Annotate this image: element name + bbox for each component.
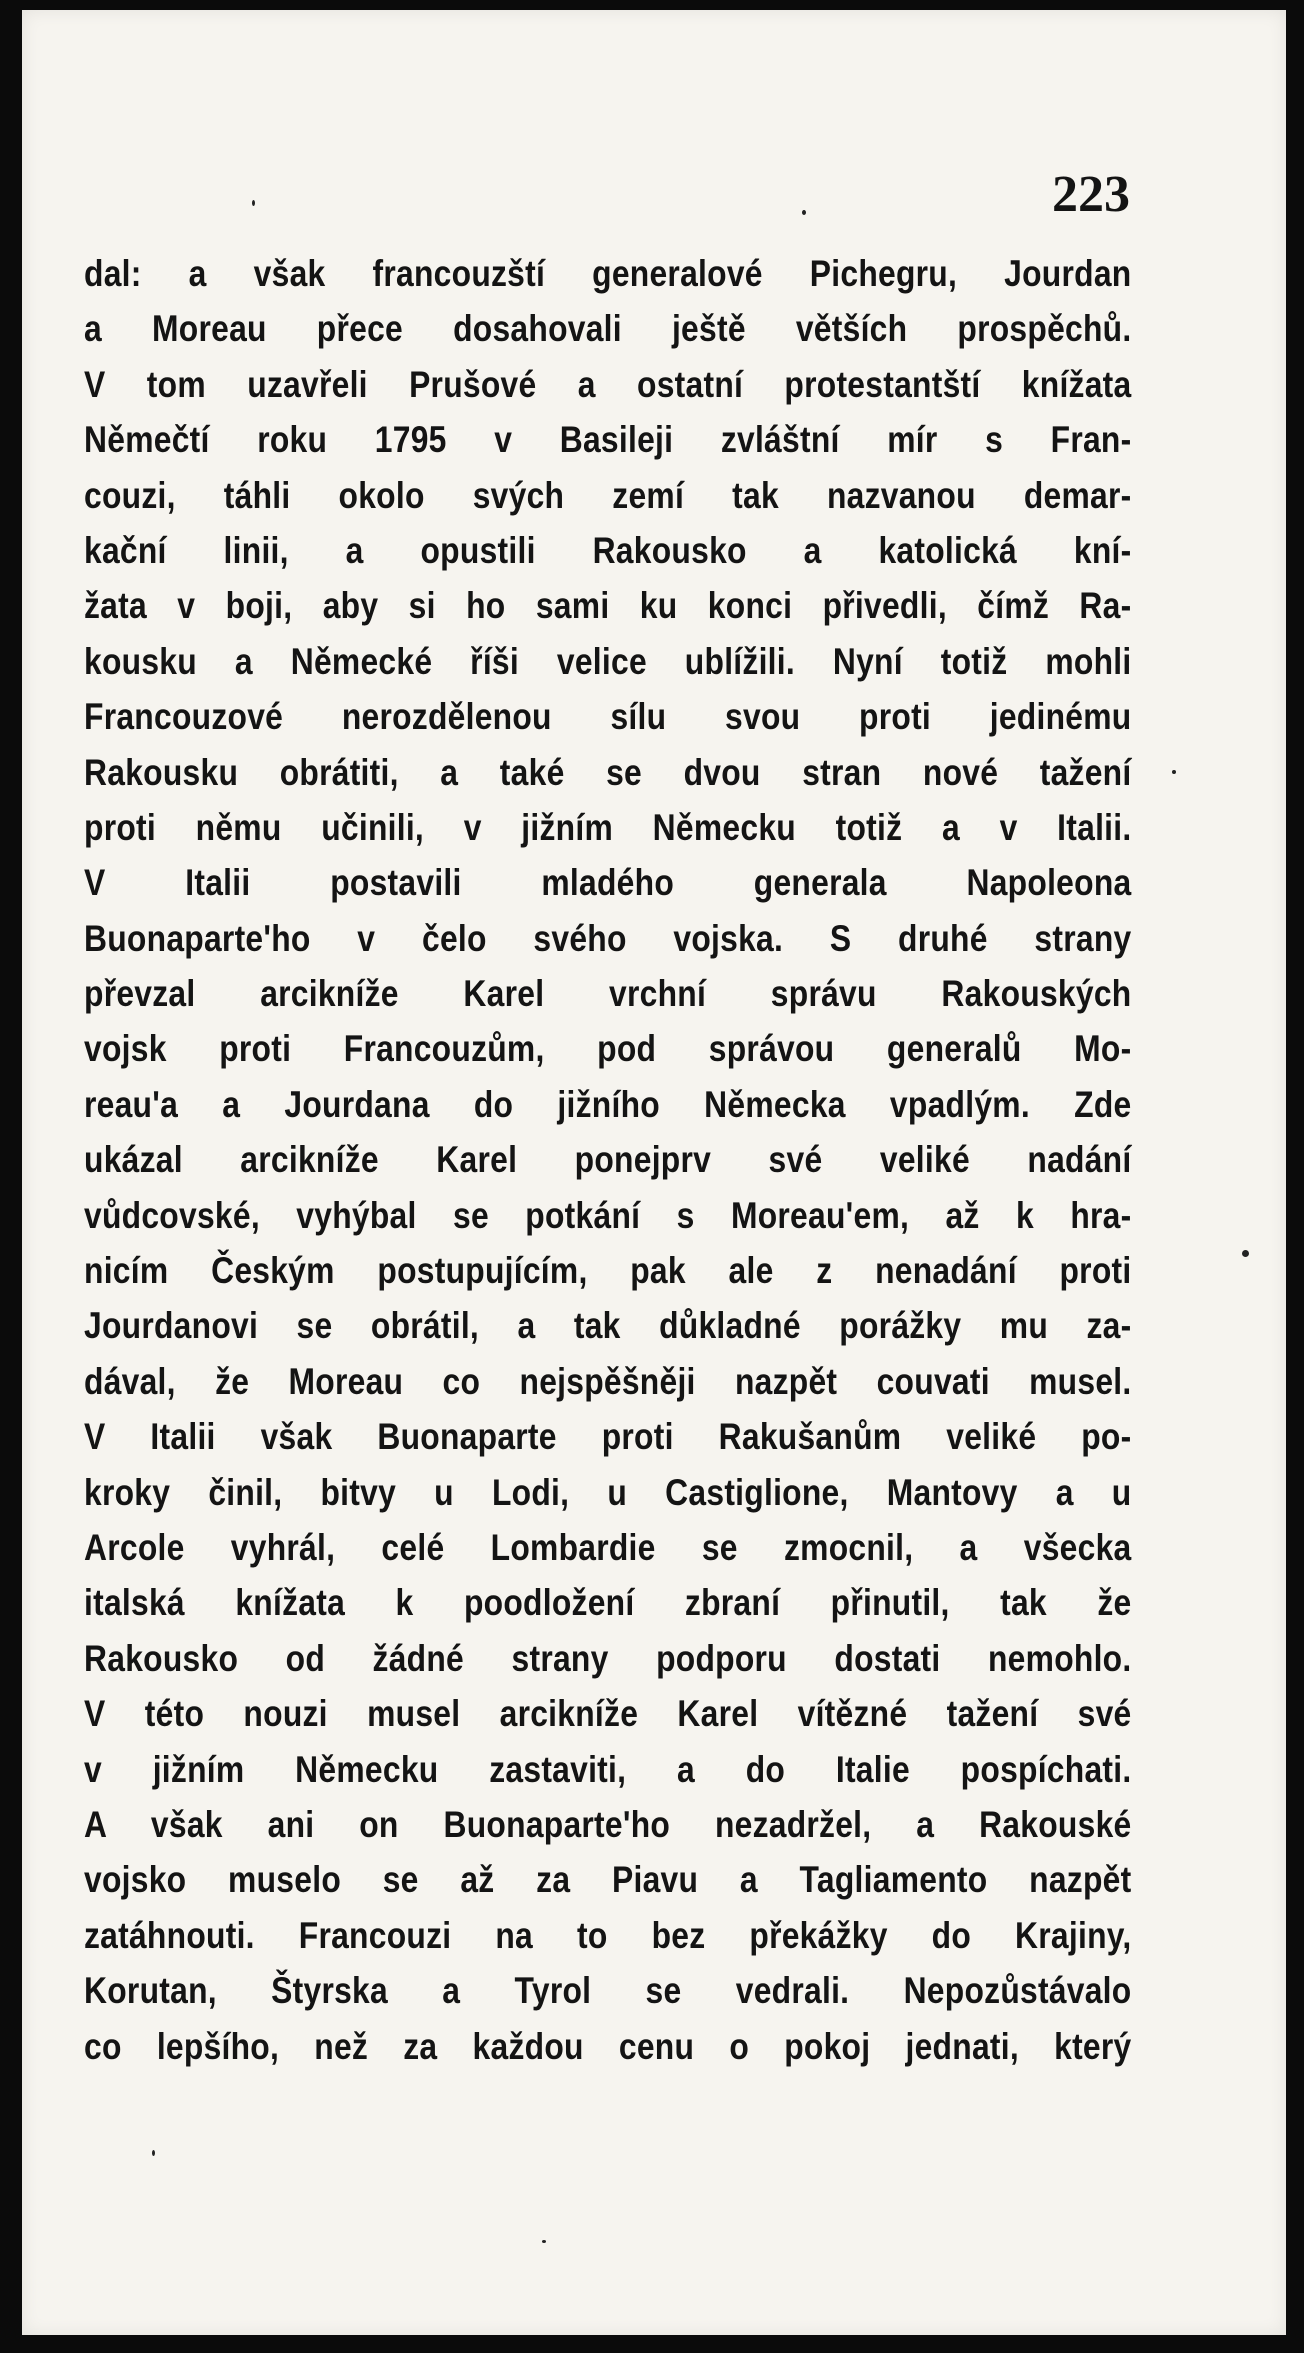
page-number: 223 xyxy=(1052,166,1130,223)
text-line: vojsk proti Francouzům, pod správou generalů Mo- xyxy=(84,1028,1132,1070)
text-line: Rakousko od žádné strany podporu dostati nemohlo. xyxy=(84,1637,1132,1679)
scan-speck xyxy=(1172,770,1176,774)
text-line: co lepšího, než za každou cenu o pokoj jednati, který xyxy=(84,2025,1132,2067)
text-line: dával, že Moreau co nejspěšněji nazpět couvati musel. xyxy=(84,1360,1132,1402)
scan-speck xyxy=(802,210,806,215)
text-line: Rakousku obrátiti, a také se dvou stran nové tažení xyxy=(84,751,1132,793)
scan-speck xyxy=(1242,1250,1249,1257)
text-line: kousku a Německé říši velice ublížili. Nyní totiž mohli xyxy=(84,640,1132,682)
text-line: Jourdanovi se obrátil, a tak důkladné porážky mu za- xyxy=(84,1305,1132,1347)
text-line: převzal arcikníže Karel vrchní správu Rakouských xyxy=(84,973,1132,1015)
text-line: vojsko muselo se až za Piavu a Tagliamento nazpět xyxy=(84,1859,1132,1901)
text-line: couzi, táhli okolo svých zemí tak nazvanou demar- xyxy=(84,474,1132,516)
text-line: V Italii postavili mladého generala Napoleona xyxy=(84,862,1132,904)
text-line: Buonaparte'ho v čelo svého vojska. S druhé strany xyxy=(84,917,1132,959)
text-line: nicím Českým postupujícím, pak ale z nenadání proti xyxy=(84,1250,1132,1292)
book-page xyxy=(22,10,1286,2335)
text-line: žata v boji, aby si ho sami ku konci přivedli, čímž Ra- xyxy=(84,585,1132,627)
text-line: ukázal arcikníže Karel ponejprv své veliké nadání xyxy=(84,1139,1132,1181)
body-text xyxy=(84,246,1132,2074)
text-line: reau'a a Jourdana do jižního Německa vpadlým. Zde xyxy=(84,1083,1132,1125)
text-line: zatáhnouti. Francouzi na to bez překážky do Krajiny, xyxy=(84,1914,1132,1956)
text-line: kační linii, a opustili Rakousko a katolická kní- xyxy=(84,529,1132,571)
text-line: A však ani on Buonaparte'ho nezadržel, a Rakouské xyxy=(84,1803,1132,1845)
scan-speck xyxy=(542,2240,546,2243)
text-line: V této nouzi musel arcikníže Karel vítězné tažení své xyxy=(84,1693,1132,1735)
text-line: kroky činil, bitvy u Lodi, u Castiglione, Mantovy a u xyxy=(84,1471,1132,1513)
text-line: V Italii však Buonaparte proti Rakušanům veliké po- xyxy=(84,1416,1132,1458)
scan-speck xyxy=(252,200,255,206)
text-line: V tom uzavřeli Prušové a ostatní protestantští knížata xyxy=(84,363,1132,405)
text-line: dal: a však francouzští generalové Pichegru, Jourdan xyxy=(84,253,1132,294)
text-line: Němečtí roku 1795 v Basileji zvláštní mír s Fran- xyxy=(84,419,1132,461)
text-line: a Moreau přece dosahovali ještě větších prospěchů. xyxy=(84,308,1132,350)
text-line: v jižním Německu zastaviti, a do Italie pospíchati. xyxy=(84,1748,1132,1790)
text-line: Korutan, Štyrska a Tyrol se vedrali. Nepozůstávalo xyxy=(84,1970,1132,2012)
text-line: italská knížata k poodložení zbraní přinutil, tak že xyxy=(84,1582,1132,1624)
scan-speck xyxy=(152,2150,155,2156)
text-line: Francouzové nerozdělenou sílu svou proti jedinému xyxy=(84,696,1132,738)
text-line: vůdcovské, vyhýbal se potkání s Moreau'em, až k hra- xyxy=(84,1194,1132,1236)
text-line: Arcole vyhrál, celé Lombardie se zmocnil, a všecka xyxy=(84,1526,1132,1568)
text-line: proti němu učinili, v jižním Německu totiž a v Italii. xyxy=(84,806,1132,848)
